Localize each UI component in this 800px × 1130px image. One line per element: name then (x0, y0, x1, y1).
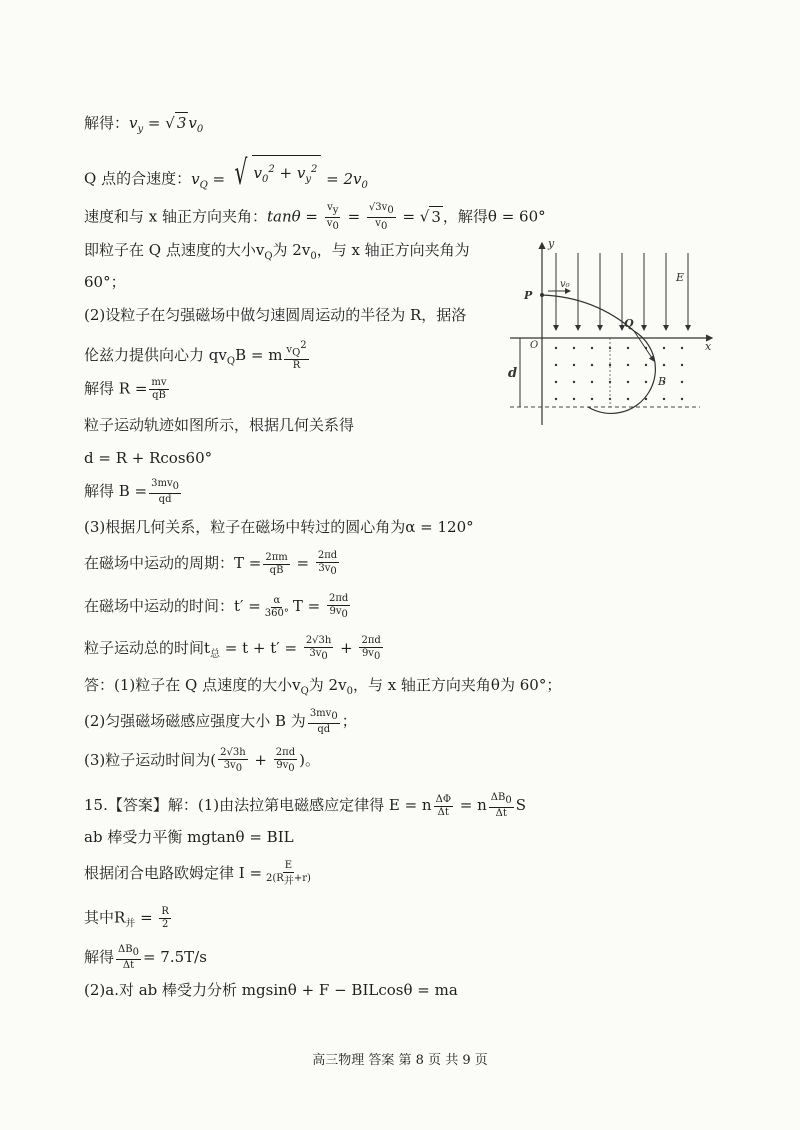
magnetic-field-dots (555, 347, 683, 400)
q15-r-parallel: 其中$R_并$ = $\frac{R}{2}$ (84, 906, 169, 930)
text-trajectory: 粒子运动轨迹如图所示，根据几何关系得 (84, 416, 355, 434)
eq-total-time: 粒子运动总的时间$t_总 = t + t'$ = $\frac{2√3h}{3v_0}$ + $\frac{2\pi d}{9v_0}$ (84, 635, 381, 662)
answer-2: (2)匀强磁场磁感应强度大小 B 为 $\frac{3mv_0}{qd}$ ； (84, 708, 357, 735)
b-label: B (658, 375, 667, 388)
text-part2: (2)设粒子在匀强磁场中做匀速圆周运动的半径为 R，据洛 (84, 306, 467, 324)
page-footer: 高三物理 答案 第 8 页 共 9 页 (312, 1053, 488, 1068)
eq-time-field: 在磁场中运动的时间：t′ = $\frac{\alpha}{360^\circ}$ T = $\frac{2\pi d}{9v_0}$ (84, 593, 349, 620)
q15-rate: 解得 $\frac{\Delta B_0}{\Delta t}$ = 7.5T/s (84, 944, 207, 971)
eq-d: d = R + Rcos60° (84, 449, 213, 467)
circular-path (588, 331, 655, 413)
d-label: d (508, 366, 518, 381)
text-60deg: 60°； (84, 273, 126, 291)
p-label: P (524, 289, 533, 302)
eq-lorentz: 伦兹力提供向心力 $qv_QB = m$ $\frac{v_Q^2}{R}$ (84, 340, 307, 372)
e-label: E (676, 271, 685, 284)
answer-1: 答：(1)粒子在 Q 点速度的大小$v_Q$为 $2v_0$，与 x 轴正方向夹角θ为 60°； (84, 676, 562, 697)
origin-label: O (530, 340, 539, 351)
physics-diagram (500, 235, 720, 435)
q15-faraday: 15.【答案】解：(1)由法拉第电磁感应定律得 E = n $\frac{\Delta\Phi}{\Delta t}$ = n $\frac{\Delta B_0}{\Delta t}$ S (84, 792, 527, 819)
text-part3: (3)根据几何关系，粒子在磁场中转过的圆心角为α = 120° (84, 518, 474, 536)
electric-field-lines (556, 253, 688, 330)
text-speed-result: 即粒子在 Q 点速度的大小$v_Q$为 $2v_0$，与 x 轴正方向夹角为 (84, 241, 470, 262)
y-axis-label: y (548, 237, 555, 250)
eq-vy: 解得：$v_y$ = √ 3 $v_0$ (84, 114, 204, 135)
q15-balance: ab 棒受力平衡 mgtanθ = BIL (84, 828, 294, 846)
eq-b: 解得 B = $\frac{3mv_0}{qd}$ (84, 478, 180, 505)
q-label: Q (624, 317, 634, 330)
eq-tan: 速度和与 x 轴正方向夹角：tanθ = $\frac{v_y}{v_0}$ = $\frac{√3v_0}{v_0}$ = √ 3 ，解得θ = 60° (84, 202, 546, 232)
q15-ohm: 根据闭合电路欧姆定律 I = $\frac{E}{2(R_并+r)}$ (84, 860, 311, 887)
q15-part2: (2)a.对 ab 棒受力分析 mgsinθ + F − BILcosθ = ma (84, 981, 458, 999)
eq-period: 在磁场中运动的周期：T = $\frac{2\pi m}{qB}$ = $\frac{2\pi d}{3v_0}$ (84, 550, 338, 577)
eq-vq: Q 点的合速度：$v_Q$ = √ $v_0^2 + v_y^2$ = $2v_0$ (84, 152, 368, 193)
point-p (540, 293, 544, 297)
v0-label: v₀ (560, 279, 570, 290)
velocity-at-q (634, 331, 654, 361)
x-axis-label: x (705, 340, 712, 353)
eq-r: 解得 R = $\frac{mv}{qB}$ (84, 377, 167, 401)
answer-3: (3)粒子运动时间为( $\frac{2√3h}{3v_0}$ + $\frac{2\pi d}{9v_0}$ )。 (84, 747, 320, 774)
